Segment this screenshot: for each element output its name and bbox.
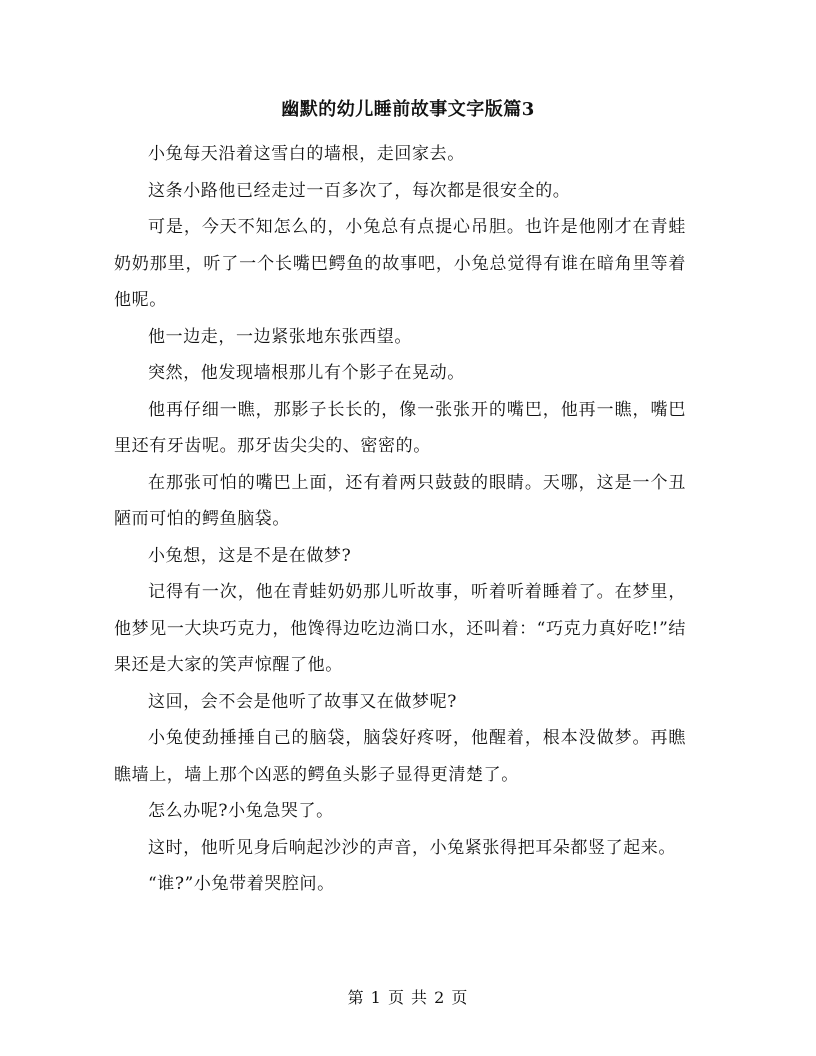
paragraph: 在那张可怕的嘴巴上面，还有着两只鼓鼓的眼睛。天哪，这是一个丑陋而可怕的鳄鱼脑袋。 bbox=[114, 472, 686, 529]
paragraph: 这时，他听见身后响起沙沙的声音，小兔紧张得把耳朵都竖了起来。 bbox=[148, 837, 676, 858]
paragraph: 这条小路他已经走过一百多次了，每次都是很安全的。 bbox=[148, 180, 571, 201]
paragraph: 他一边走，一边紧张地东张西望。 bbox=[148, 326, 412, 347]
paragraph: 小兔想，这是不是在做梦? bbox=[148, 545, 352, 566]
page-number-footer: 第 1 页 共 2 页 bbox=[347, 988, 469, 1007]
document-body bbox=[114, 136, 686, 903]
paragraph: 他再仔细一瞧，那影子长长的，像一张张开的嘴巴，他再一瞧，嘴巴里还有牙齿呢。那牙齿尖尖的、密密的。 bbox=[114, 399, 686, 456]
paragraph: 记得有一次，他在青蛙奶奶那儿听故事，听着听着睡着了。在梦里，他梦见一大块巧克力，他馋得边吃边淌口水，还叫着：“巧克力真好吃!”结果还是大家的笑声惊醒了他。 bbox=[114, 582, 686, 675]
paragraph: 怎么办呢?小兔急哭了。 bbox=[148, 801, 334, 821]
paragraph: 可是，今天不知怎么的，小兔总有点提心吊胆。也许是他刚才在青蛙奶奶那里，听了一个长嘴巴鳄鱼的故事吧，小兔总觉得有谁在暗角里等着他呢。 bbox=[114, 217, 686, 310]
paragraph: 突然，他发现墙根那儿有个影子在晃动。 bbox=[148, 363, 465, 383]
paragraph: “谁?”小兔带着哭腔问。 bbox=[148, 874, 335, 894]
paragraph: 小兔每天沿着这雪白的墙根，走回家去。 bbox=[148, 144, 465, 164]
paragraph: 小兔使劲捶捶自己的脑袋，脑袋好疼呀，他醒着，根本没做梦。再瞧瞧墙上，墙上那个凶恶的鳄鱼头影子显得更清楚了。 bbox=[114, 728, 686, 785]
paragraph: 这回，会不会是他听了故事又在做梦呢? bbox=[148, 691, 457, 712]
document-title: 幽默的幼儿睡前故事文字版篇3 bbox=[281, 99, 535, 120]
